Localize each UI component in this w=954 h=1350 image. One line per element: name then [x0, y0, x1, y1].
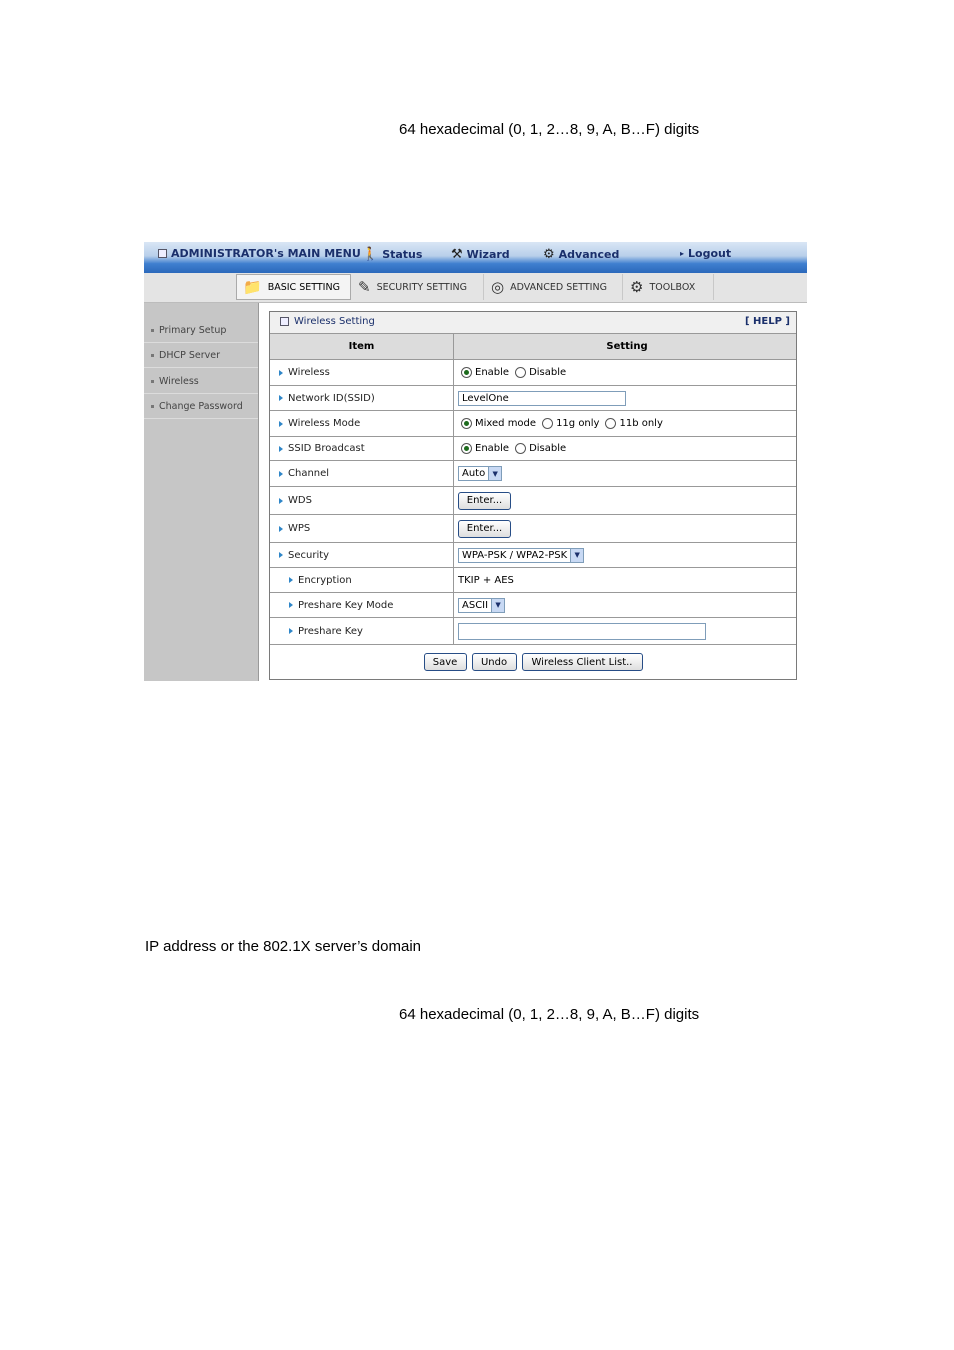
row-setting-cell: [454, 568, 796, 592]
bullet-icon: [151, 329, 154, 332]
radio-label: Enable: [475, 367, 510, 378]
row-setting-cell: [454, 411, 796, 436]
arrow-right-icon: [279, 552, 283, 558]
tab-label: BASIC SETTING: [267, 281, 340, 293]
sidebar-item-primary-setup[interactable]: [144, 319, 258, 343]
tab-label: SECURITY SETTING: [376, 281, 467, 293]
row-setting-cell: [454, 487, 796, 514]
key-mode-select[interactable]: [458, 598, 505, 613]
row-label: [270, 600, 393, 611]
preshare-key-label: Preshare Key: [298, 625, 363, 637]
table-row: [270, 568, 796, 593]
row-setting-cell: [454, 543, 796, 567]
arrow-right-icon: [289, 602, 293, 608]
table-row: [270, 360, 796, 386]
row-label: [270, 468, 329, 479]
wireless-disable-radio[interactable]: [515, 367, 526, 378]
arrow-right-icon: [279, 370, 283, 376]
channel-select[interactable]: [458, 466, 502, 481]
wps-enter-button[interactable]: Enter...: [458, 520, 511, 538]
disc-icon: ◎: [491, 278, 505, 296]
row-setting-cell: [454, 360, 796, 385]
panel-title-text: Wireless Setting: [294, 316, 375, 327]
arrow-right-icon: [279, 471, 283, 477]
table-row: [270, 461, 796, 487]
row-label-cell: [270, 411, 454, 436]
wizard-icon: ⚒: [451, 247, 463, 262]
sidebar-item-label: Primary Setup: [159, 325, 227, 336]
wireless-enable-radio[interactable]: [461, 367, 472, 378]
wizard-link[interactable]: [451, 247, 510, 262]
select-value: ASCII: [462, 599, 489, 611]
row-label: [270, 575, 352, 586]
bullet-icon: [151, 354, 154, 357]
router-admin-ui: [144, 242, 807, 681]
wireless-label: Wireless: [288, 367, 330, 378]
row-label-cell: [270, 543, 454, 567]
tab-security-setting[interactable]: [352, 274, 484, 300]
arrow-right-icon: [289, 628, 293, 634]
chevron-down-icon: ▼: [491, 599, 504, 612]
sidebar-item-label: Change Password: [159, 401, 243, 412]
row-label: [270, 550, 329, 561]
row-label: [270, 523, 310, 534]
tab-advanced-setting[interactable]: [485, 274, 623, 300]
doc-text-ip-address: IP address or the 802.1X server’s domain: [145, 938, 421, 955]
chevron-down-icon: ▼: [570, 549, 583, 562]
wireless-client-list-button[interactable]: Wireless Client List..: [522, 653, 643, 671]
radio-label: Mixed mode: [475, 418, 537, 429]
folder-icon: 📁: [243, 278, 262, 296]
help-link[interactable]: [ HELP ]: [744, 316, 790, 327]
arrow-right-icon: [279, 395, 283, 401]
broadcast-disable-radio[interactable]: [515, 443, 526, 454]
settings-tab-bar: [144, 273, 807, 303]
row-label: [270, 418, 360, 429]
row-setting-cell: [454, 618, 796, 644]
chevron-right-icon: ▸: [680, 249, 685, 258]
ssid-label: Network ID(SSID): [288, 392, 375, 404]
bullet-icon: [151, 405, 154, 408]
sidebar-item-label: Wireless: [159, 376, 199, 387]
wireless-mode-label: Wireless Mode: [288, 418, 361, 429]
logout-label: Logout: [688, 247, 732, 260]
channel-label: Channel: [288, 468, 330, 479]
tools-icon: ⚙: [543, 247, 555, 262]
undo-button[interactable]: Undo: [472, 653, 517, 671]
sidebar-item-wireless[interactable]: [144, 370, 258, 394]
sidebar-item-label: DHCP Server: [159, 350, 220, 361]
status-link[interactable]: [362, 247, 422, 262]
header-item: Item: [270, 334, 454, 359]
row-setting-cell: [454, 515, 796, 542]
select-value: WPA-PSK / WPA2-PSK: [462, 549, 568, 561]
panel-header: [270, 312, 796, 334]
row-label-cell: [270, 437, 454, 460]
encryption-value: TKIP + AES: [458, 574, 514, 586]
toolbox-icon: ⚙: [630, 278, 644, 296]
wds-label: WDS: [288, 495, 312, 506]
panel-title: [280, 316, 375, 327]
advanced-link[interactable]: [543, 247, 619, 262]
row-label-cell: [270, 461, 454, 486]
table-row: [270, 411, 796, 437]
mode-11b-radio[interactable]: [605, 418, 616, 429]
radio-label: Disable: [529, 443, 567, 454]
tab-label: ADVANCED SETTING: [510, 281, 607, 293]
wps-label: WPS: [288, 523, 311, 534]
main-menu-link[interactable]: [158, 247, 361, 260]
row-setting-cell: [454, 593, 796, 617]
security-icon: ✎: [358, 278, 371, 296]
row-label-cell: [270, 515, 454, 542]
broadcast-enable-radio[interactable]: [461, 443, 472, 454]
row-label-cell: [270, 568, 454, 592]
square-icon: [158, 249, 167, 258]
sidebar: [144, 303, 259, 681]
encryption-label: Encryption: [298, 574, 352, 586]
person-icon: 🚶: [362, 247, 379, 262]
table-row: [270, 487, 796, 515]
chevron-down-icon: ▼: [488, 467, 501, 480]
row-label-cell: [270, 360, 454, 385]
row-label-cell: [270, 386, 454, 410]
radio-label: Enable: [475, 443, 510, 454]
table-row: [270, 386, 796, 411]
tab-toolbox[interactable]: [624, 274, 714, 300]
table-row: [270, 515, 796, 543]
table-row: [270, 593, 796, 618]
row-label: [270, 367, 330, 378]
status-label: Status: [382, 248, 423, 261]
wireless-setting-panel: [269, 311, 797, 680]
row-label: [270, 443, 365, 454]
sidebar-item-change-password[interactable]: [144, 395, 258, 419]
advanced-label: Advanced: [558, 248, 620, 261]
row-label: [270, 626, 363, 637]
security-select[interactable]: [458, 548, 584, 563]
wizard-label: Wizard: [466, 248, 510, 261]
row-label: [270, 393, 375, 404]
doc-text-hex-digits: 64 hexadecimal (0, 1, 2…8, 9, A, B…F) digits: [399, 121, 700, 138]
row-label: [270, 495, 312, 506]
arrow-right-icon: [279, 498, 283, 504]
sidebar-item-dhcp-server[interactable]: [144, 344, 258, 368]
mode-mixed-radio[interactable]: [461, 418, 472, 429]
ssid-input[interactable]: LevelOne: [458, 391, 626, 406]
main-menu-label: ADMINISTRATOR's MAIN MENU: [171, 247, 361, 260]
row-setting-cell: [454, 437, 796, 460]
doc-text-hex-digits-2: 64 hexadecimal (0, 1, 2…8, 9, A, B…F) digits: [399, 1006, 700, 1023]
select-value: Auto: [462, 468, 486, 479]
mode-11g-radio[interactable]: [542, 418, 553, 429]
table-row: [270, 618, 796, 645]
arrow-right-icon: [279, 446, 283, 452]
tab-label: TOOLBOX: [649, 281, 696, 293]
action-buttons: [270, 645, 796, 679]
radio-label: 11g only: [556, 418, 600, 429]
table-header: [270, 334, 796, 360]
square-icon: [280, 317, 289, 326]
arrow-right-icon: [279, 526, 283, 532]
table-row: [270, 437, 796, 461]
row-setting-cell: [454, 386, 796, 410]
arrow-right-icon: [279, 421, 283, 427]
ssid-broadcast-label: SSID Broadcast: [288, 443, 365, 454]
header-setting: Setting: [454, 334, 796, 359]
row-setting-cell: [454, 461, 796, 486]
tab-basic-setting[interactable]: [236, 274, 351, 300]
row-label-cell: [270, 618, 454, 644]
key-mode-label: Preshare Key Mode: [298, 599, 394, 611]
logout-link[interactable]: [680, 247, 731, 260]
arrow-right-icon: [289, 577, 293, 583]
table-row: [270, 543, 796, 568]
row-label-cell: [270, 487, 454, 514]
radio-label: 11b only: [619, 418, 663, 429]
wds-enter-button[interactable]: Enter...: [458, 492, 511, 510]
radio-label: Disable: [529, 367, 567, 378]
save-button[interactable]: Save: [424, 653, 467, 671]
bullet-icon: [151, 380, 154, 383]
preshare-key-input[interactable]: [458, 623, 706, 640]
row-label-cell: [270, 593, 454, 617]
security-label: Security: [288, 549, 330, 561]
top-menu-bar: [144, 242, 807, 273]
